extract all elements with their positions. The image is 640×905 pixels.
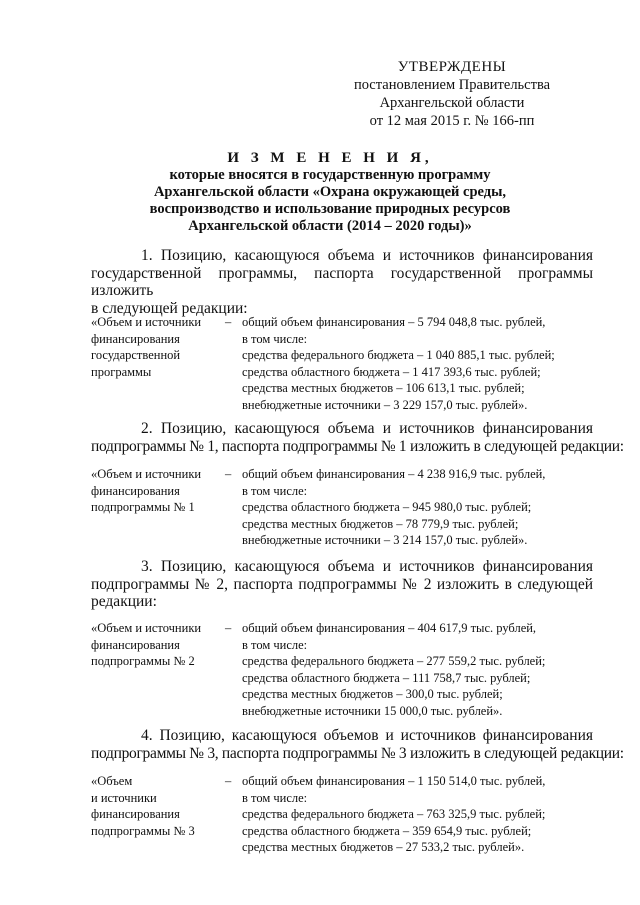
- value-line: средства федерального бюджета – 1 040 885,1 тыс. рублей;: [242, 348, 555, 362]
- value-line: общий объем финансирования – 5 794 048,8 тыс. рублей,: [242, 315, 546, 329]
- section-2-table: [91, 466, 601, 550]
- document-title: [60, 150, 600, 235]
- table-dash: –: [225, 467, 232, 481]
- label-line: «Объем: [91, 774, 133, 788]
- table-dash: –: [225, 621, 232, 635]
- value-line: средства местных бюджетов – 78 779,9 тыс. рублей;: [242, 516, 519, 531]
- table-values: [242, 773, 602, 856]
- value-line: общий объем финансирования – 404 617,9 тыс. рублей,: [242, 621, 537, 635]
- value-line: средства местных бюджетов – 106 613,1 тыс. рублей;: [242, 381, 525, 395]
- label-line: программы: [91, 364, 152, 379]
- table-dash: –: [225, 774, 232, 788]
- table-values: [242, 620, 602, 719]
- paragraph-line: в следующей редакции:: [91, 299, 248, 317]
- paragraph-line: 2. Позицию, касающуюся объема и источников финансирования: [141, 420, 593, 437]
- approval-line: от 12 мая 2015 г. № 166-пп: [369, 113, 535, 129]
- value-line: средства местных бюджетов – 27 533,2 тыс. рублей».: [242, 840, 525, 854]
- paragraph-line: редакции:: [91, 593, 157, 610]
- label-line: подпрограммы № 2: [91, 654, 195, 668]
- approval-heading: УТВЕРЖДЕНЫ: [397, 59, 507, 75]
- label-line: финансирования: [91, 807, 180, 821]
- paragraph-line: 1. Позицию, касающуюся объема и источников финансирования: [141, 247, 593, 264]
- paragraph-line: 4. Позицию, касающуюся объемов и источников финансирования: [141, 727, 593, 744]
- paragraph-line: подпрограммы № 2, паспорта подпрограммы № 2 изложить в следующей: [91, 575, 593, 593]
- approval-block: [332, 58, 572, 130]
- value-line: в том числе:: [242, 790, 308, 805]
- label-line: «Объем и источники: [91, 467, 202, 481]
- value-line: внебюджетные источники 15 000,0 тыс. рублей».: [242, 703, 503, 718]
- label-line: финансирования: [91, 331, 180, 346]
- table-values: [242, 314, 602, 413]
- value-line: средства местных бюджетов – 300,0 тыс. рублей;: [242, 687, 503, 701]
- title-line: Архангельской области (2014 – 2020 годы)»: [188, 218, 472, 234]
- title-line: Архангельской области «Охрана окружающей среды,: [153, 184, 507, 200]
- value-line: средства областного бюджета – 359 654,9 тыс. рублей;: [242, 823, 532, 838]
- title-word: И З М Е Н Е Н И Я,: [227, 150, 433, 166]
- label-line: «Объем и источники: [91, 621, 202, 635]
- section-3-paragraph: [91, 558, 593, 611]
- approval-line: Архангельской области: [379, 95, 525, 111]
- paragraph-line: государственной программы, паспорта государственной программы изложить: [91, 264, 593, 299]
- label-line: и источники: [91, 790, 157, 805]
- section-1-paragraph: [91, 247, 593, 317]
- approval-line: постановлением Правительства: [353, 77, 551, 93]
- table-dash: –: [225, 315, 232, 329]
- section-4-paragraph: [91, 727, 624, 762]
- paragraph-line: подпрограммы № 3, паспорта подпрограммы № 3 изложить в следующей редакции:: [91, 744, 624, 762]
- value-line: общий объем финансирования – 1 150 514,0 тыс. рублей,: [242, 774, 546, 788]
- value-line: средства областного бюджета – 111 758,7 тыс. рублей;: [242, 670, 531, 685]
- table-label: [91, 620, 219, 670]
- label-line: финансирования: [91, 637, 180, 652]
- title-line: воспроизводство и использование природных ресурсов: [149, 201, 511, 217]
- value-line: средства федерального бюджета – 277 559,2 тыс. рублей;: [242, 654, 546, 668]
- section-2-paragraph: [91, 420, 624, 455]
- paragraph-line: подпрограммы № 1, паспорта подпрограммы № 1 изложить в следующей редакции:: [91, 437, 624, 455]
- table-values: [242, 466, 602, 549]
- title-line: которые вносятся в государственную программу: [169, 167, 491, 183]
- label-line: «Объем и источники: [91, 315, 202, 329]
- section-4-table: [91, 773, 601, 857]
- table-label: [91, 466, 219, 516]
- label-line: финансирования: [91, 483, 180, 498]
- value-line: общий объем финансирования – 4 238 916,9 тыс. рублей,: [242, 467, 546, 481]
- value-line: внебюджетные источники – 3 214 157,0 тыс. рублей».: [242, 533, 528, 547]
- table-label: [91, 773, 219, 839]
- value-line: в том числе:: [242, 331, 308, 346]
- table-label: [91, 314, 219, 380]
- value-line: средства областного бюджета – 945 980,0 тыс. рублей;: [242, 500, 532, 514]
- section-3-table: [91, 620, 601, 720]
- label-line: подпрограммы № 3: [91, 823, 195, 838]
- value-line: в том числе:: [242, 483, 308, 498]
- label-line: государственной: [91, 348, 181, 362]
- section-1-table: [91, 314, 601, 414]
- value-line: в том числе:: [242, 637, 308, 652]
- label-line: подпрограммы № 1: [91, 500, 195, 514]
- value-line: внебюджетные источники – 3 229 157,0 тыс. рублей».: [242, 397, 528, 412]
- value-line: средства федерального бюджета – 763 325,9 тыс. рублей;: [242, 807, 546, 821]
- paragraph-line: 3. Позицию, касающуюся объема и источников финансирования: [141, 558, 593, 575]
- value-line: средства областного бюджета – 1 417 393,6 тыс. рублей;: [242, 364, 541, 379]
